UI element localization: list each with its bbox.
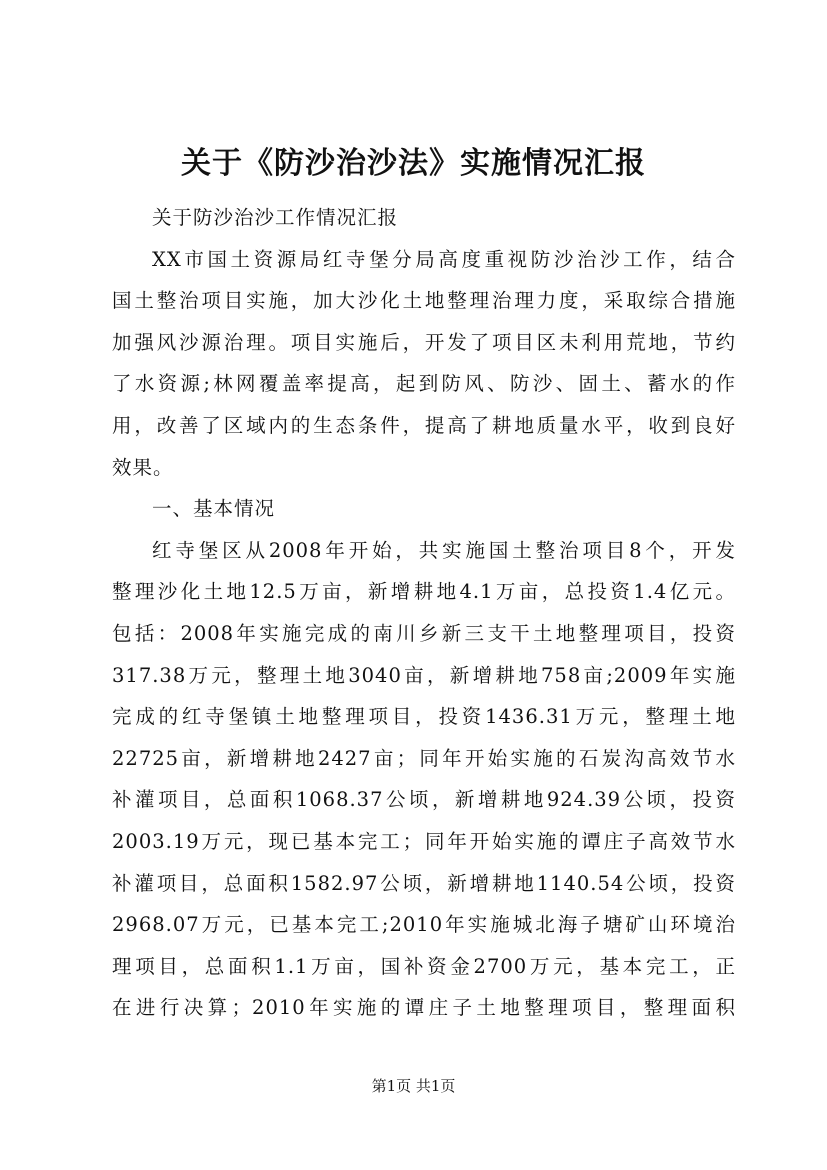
document-title: 关于《防沙治沙法》实施情况汇报 [181, 146, 646, 181]
paragraph-line: 22725亩，新增耕地2427亩；同年开始实施的石炭沟高效节水 [112, 746, 736, 770]
paragraph-line: 2968.07万元，已基本完工;2010年实施城北海子塘矿山环境治 [112, 913, 736, 937]
paragraph-line: 317.38万元，整理土地3040亩，新增耕地758亩;2009年实施 [112, 663, 736, 687]
paragraph-line: 了水资源;林网覆盖率提高，起到防风、防沙、固土、蓄水的作 [112, 372, 736, 396]
paragraph-line: 在进行决算；2010年实施的谭庄子土地整理项目，整理面积 [112, 996, 736, 1020]
paragraph-line: XX市国土资源局红寺堡分局高度重视防沙治沙工作，结合 [152, 247, 736, 271]
paragraph-line: 补灌项目，总面积1582.97公顷，新增耕地1140.54公顷，投资 [112, 871, 736, 895]
paragraph-line: 包括：2008年实施完成的南川乡新三支干土地整理项目，投资 [112, 621, 736, 645]
report-subtitle: 关于防沙治沙工作情况汇报 [152, 206, 399, 229]
paragraph-line: 理项目，总面积1.1万亩，国补资金2700万元，基本完工，正 [112, 954, 736, 978]
paragraph-line: 整理沙化土地12.5万亩，新增耕地4.1万亩，总投资1.4亿元。 [112, 580, 736, 604]
paragraph-line: 国土整治项目实施，加大沙化土地整理治理力度，采取综合措施 [112, 289, 736, 313]
paragraph-line: 完成的红寺堡镇土地整理项目，投资1436.31万元，整理土地 [112, 705, 736, 729]
paragraph-line: 加强风沙源治理。项目实施后，开发了项目区未利用荒地，节约 [112, 330, 736, 354]
paragraph-line: 效果。 [112, 455, 174, 479]
paragraph-line: 用，改善了区域内的生态条件，提高了耕地质量水平，收到良好 [112, 413, 736, 437]
paragraph-line: 2003.19万元，现已基本完工；同年开始实施的谭庄子高效节水 [112, 829, 736, 853]
section-heading: 一、基本情况 [152, 497, 276, 521]
page-number-footer: 第1页 共1页 [371, 1077, 456, 1095]
document-body [112, 197, 736, 1029]
paragraph-line: 补灌项目，总面积1068.37公顷，新增耕地924.39公顷，投资 [112, 788, 736, 812]
paragraph-line: 红寺堡区从2008年开始，共实施国土整治项目8个，开发 [152, 538, 736, 562]
